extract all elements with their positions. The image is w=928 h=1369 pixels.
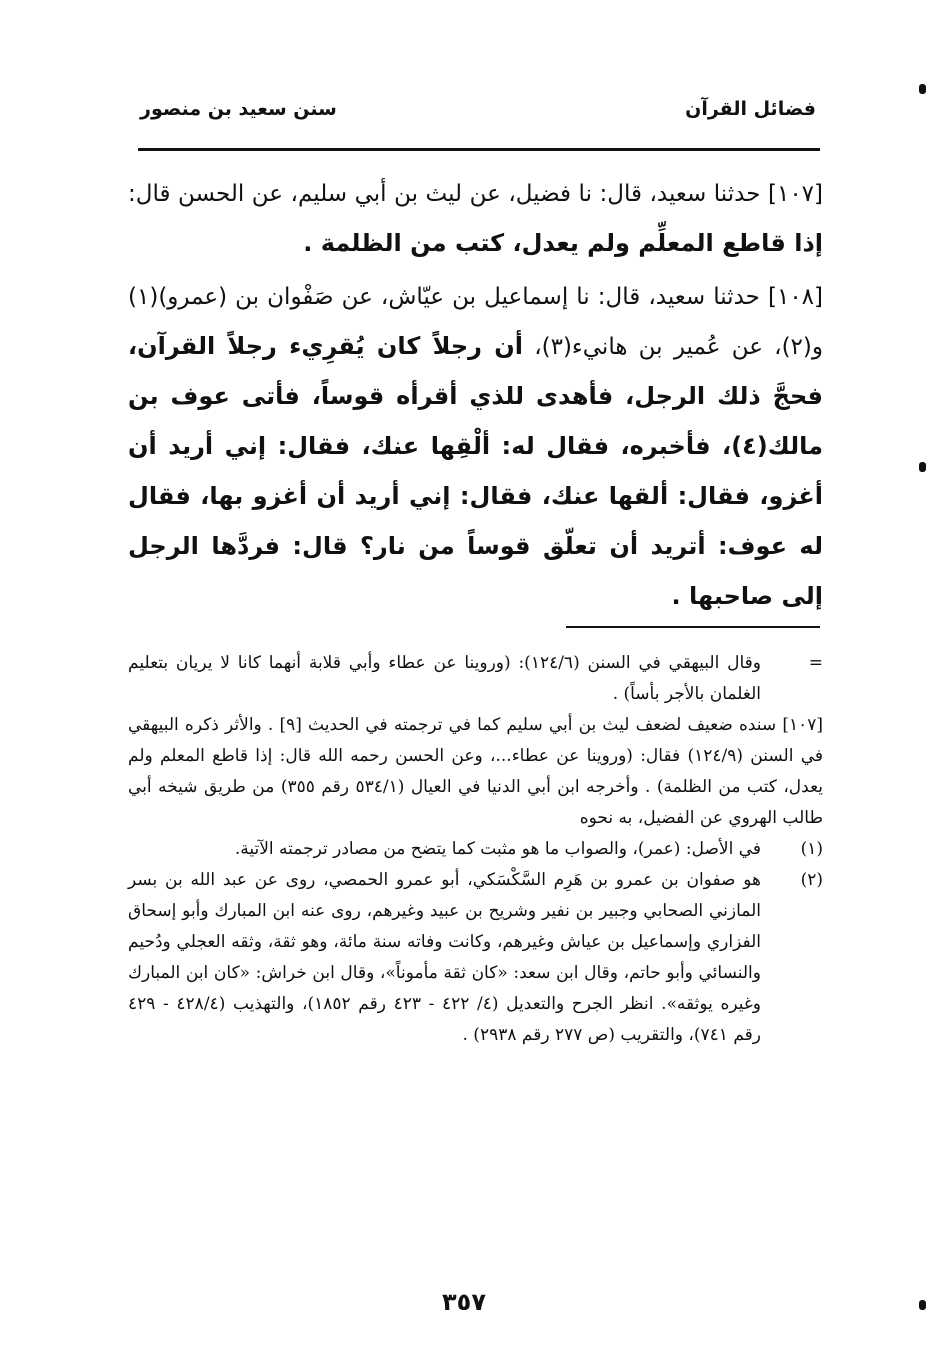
footnote-text: سنده ضعيف لضعف ليث بن أبي سليم كما في ترجمته في الحديث [٩] . والأثر ذكره البيهقي في السنن (١٢٤/٩) فقال: (وروينا عن عطاء...، وعن الحسن رحمه الله قال: إذا قاطع المعلم ولم يعدل، كتب من الظلمة) . وأخرجه ابن أبي الدنيا في العيال (٥٣٤/١ رقم ٣٥٥) من طريق شيخه أبي طالب الهروي عن الفضيل، به نحوه [128, 715, 824, 828]
footnote-text: في الأصل: (عمر)، والصواب ما هو مثبت كما يتضح من مصادر ترجمته الآتية. [234, 839, 761, 859]
footnote-2 [128, 865, 823, 1051]
footnote-separator [566, 626, 820, 628]
hadith-108 [128, 273, 823, 622]
hadith-107 [128, 170, 823, 269]
footnote-mark: [١٠٧] [782, 715, 824, 735]
footnote-continuation [128, 648, 823, 710]
running-header-chapter: فضائل القرآن [685, 98, 816, 120]
scan-speck [919, 84, 926, 94]
main-text [128, 170, 823, 626]
footnote-text: هو صفوان بن عمرو بن هَرِم السَّكْسَكي، أبو عمرو الحمصي، روى عن عبد الله بن بسر المازني الصحابي وجبير بن نفير وشريح بن عبيد وغيرهم، روى عنه ابن المبارك وأبو إسحاق الفزاري وإسماعيل بن عياش وغيرهم، وكانت وفاته سنة مائة، وهو ثقة، وثقه العجلي ودُحيم والنسائي وأبو حاتم، وقال ابن سعد: «كان ثقة مأموناً»، وقال ابن خراش: «كان ابن المبارك وغيره يوثقه». انظر الجرح والتعديل (٤/ ٤٢٢ - ٤٢٣ رقم ١٨٥٢)، والتهذيب (٤٢٨/٤ - ٤٢٩ رقم ٧٤١)، والتقريب (ص ٢٧٧ رقم ٢٩٣٨) . [128, 870, 761, 1045]
footnotes [128, 648, 823, 1051]
running-header-book: سنن سعيد بن منصور [140, 98, 337, 120]
footnote-107 [128, 710, 823, 834]
header-rule [138, 148, 820, 151]
scan-speck [919, 462, 926, 472]
hadith-matn: أن رجلاً كان يُقرِيء رجلاً القرآن، فحجَّ ذلك الرجل، فأهدى للذي أقرأه قوساً، فأتى عوف بن مالك(٤)، فأخبره، فقال له: ألْقِها عنك، فقال: إني أريد أن أغزو، فقال: ألقها عنك، فقال: إني أريد أن أغزو بها، فقال له عوف: أتريد أن تعلّق قوساً من نار؟ قال: فردَّها الرجل إلى صاحبها . [128, 332, 823, 610]
hadith-number: [١٠٧] [767, 181, 824, 207]
footnote-mark: (١) [800, 839, 823, 859]
scan-speck [919, 1300, 926, 1310]
footnote-text: وقال البيهقي في السنن (١٢٤/٦): (وروينا عن عطاء وأبي قلابة أنهما كانا لا يريان بتعليم الغلمان بالأجر بأساً) . [128, 653, 761, 704]
hadith-matn: إذا قاطع المعلِّم ولم يعدل، كتب من الظلمة . [303, 229, 823, 257]
footnote-1 [128, 834, 823, 865]
footnote-mark: = [808, 653, 823, 673]
page-number: ٣٥٧ [442, 1288, 486, 1316]
hadith-isnad: حدثنا سعيد، قال: نا فضيل، عن ليث بن أبي سليم، عن الحسن قال: [128, 181, 761, 207]
footnote-mark: (٢) [800, 870, 823, 890]
hadith-number: [١٠٨] [767, 284, 824, 310]
hadith-isnad: حدثنا سعيد، قال: نا إسماعيل بن عيّاش، عن صَفْوان بن (عمرو)(١) و(٢)، عن عُمير بن هانيء(٣)، [128, 284, 823, 360]
